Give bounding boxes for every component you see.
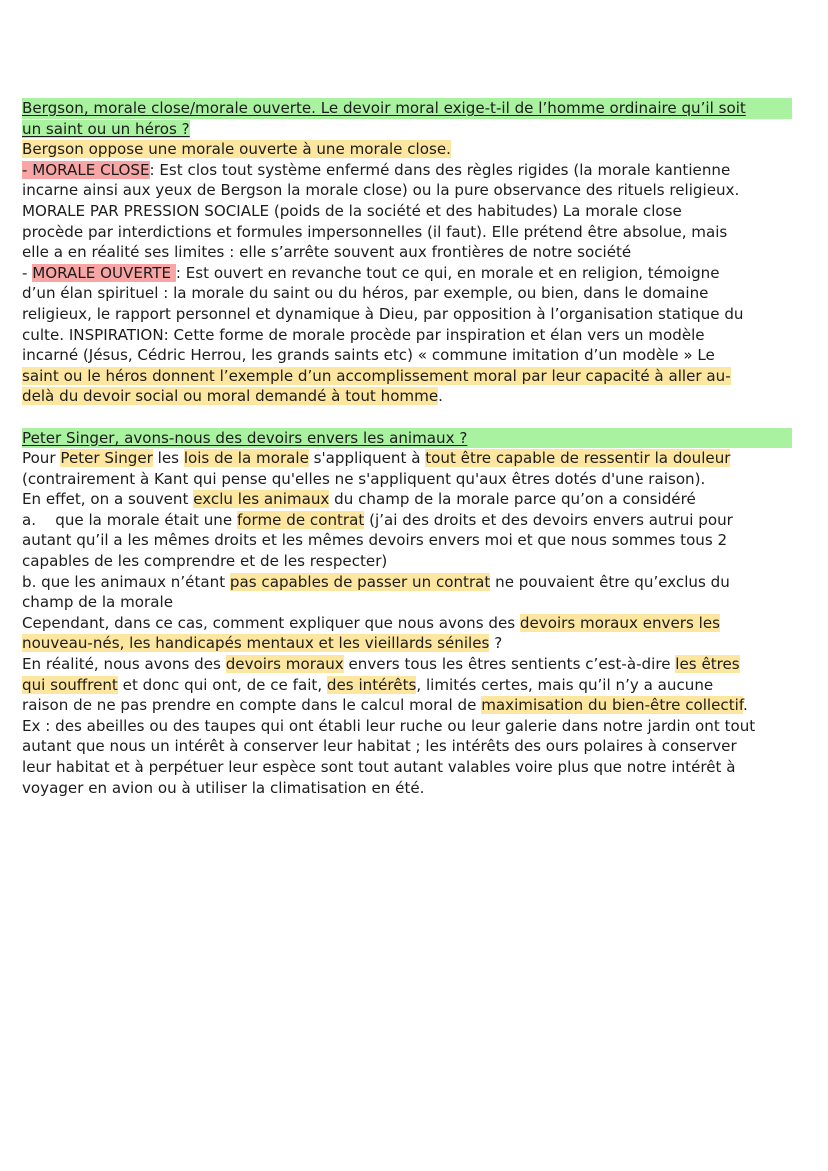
highlight: delà du devoir social ou moral demandé à tout homme xyxy=(22,387,439,406)
text: les xyxy=(152,449,184,468)
bergson-title-line-2 xyxy=(22,119,792,140)
text-line xyxy=(22,510,792,531)
section-gap xyxy=(22,407,792,428)
text: ne pouvaient être qu’exclus du xyxy=(490,572,730,591)
singer-title-line xyxy=(22,428,792,449)
highlight: saint ou le héros donnent l’exemple d’un accomplissement moral par leur capacité à aller au- xyxy=(22,366,731,385)
morale-close-label: - MORALE CLOSE xyxy=(22,160,150,179)
text-line: incarné (Jésus, Cédric Herrou, les grands saints etc) « commune imitation d’un modèle » Le xyxy=(22,346,715,365)
text-line xyxy=(22,448,792,469)
text: s'appliquent à xyxy=(308,449,426,468)
text: raison de ne pas prendre en compte dans le calcul moral de xyxy=(22,696,482,715)
text-line: Ex : des abeilles ou des taupes qui ont établi leur ruche ou leur galerie dans notre jardin ont tout xyxy=(22,716,756,735)
highlight: Bergson oppose une morale ouverte à une morale close. xyxy=(22,140,451,159)
text: (j’ai des droits et des devoirs envers autrui pour xyxy=(364,510,733,529)
highlight: maximisation du bien-être collectif xyxy=(481,696,744,715)
highlight: lois de la morale xyxy=(183,449,309,468)
text-line: (contrairement à Kant qui pense qu'elles ne s'appliquent qu'aux êtres dotés d'une raison). xyxy=(22,469,706,488)
text: . xyxy=(743,696,748,715)
text-line xyxy=(22,366,792,387)
text-line: elle a en réalité ses limites : elle s’arrête souvent aux frontières de notre société xyxy=(22,243,632,262)
bergson-title-line-1 xyxy=(22,98,792,119)
morale-ouverte-label: MORALE OUVERTE xyxy=(32,263,176,282)
text-line: voyager en avion ou à utiliser la climatisation en été. xyxy=(22,778,425,797)
highlight: nouveau-nés, les handicapés mentaux et les vieillards séniles xyxy=(22,634,490,653)
text-line xyxy=(22,160,792,181)
text-line: procède par interdictions et formules impersonnelles (il faut). Elle prétend être absolue, mais xyxy=(22,222,728,241)
text-line: culte. INSPIRATION: Cette forme de morale procède par inspiration et élan vers un modèle xyxy=(22,325,705,344)
text-line: incarne ainsi aux yeux de Bergson la morale close) ou la pure observance des rituels religieux. xyxy=(22,181,740,200)
text: Pour xyxy=(22,449,61,468)
text-line xyxy=(22,633,792,654)
highlight: pas capables de passer un contrat xyxy=(229,572,491,591)
bergson-title: Bergson, morale close/morale ouverte. Le devoir moral exige-t-il de l’homme ordinaire qu’il soit xyxy=(22,99,746,117)
highlight: qui souffrent xyxy=(22,675,118,694)
text-line: religieux, le rapport personnel et dynamique à Dieu, par opposition à l’organisation statique du xyxy=(22,304,744,323)
highlight: devoirs moraux envers les xyxy=(519,613,720,632)
singer-title: Peter Singer, avons-nous des devoirs envers les animaux ? xyxy=(22,428,468,447)
text-line: capables de les comprendre et de les respecter) xyxy=(22,552,388,571)
text-line xyxy=(22,695,792,716)
bergson-title-end: un saint ou un héros ? xyxy=(22,119,190,138)
highlight: exclu les animaux xyxy=(193,490,330,509)
text-line: MORALE PAR PRESSION SOCIALE (poids de la société et des habitudes) La morale close xyxy=(22,201,682,220)
text: : Est clos tout système enfermé dans des règles rigides (la morale kantienne xyxy=(149,160,731,179)
text: envers tous les êtres sentients c’est-à-dire xyxy=(343,655,676,674)
text: b. que les animaux n’étant xyxy=(22,572,230,591)
text: En effet, on a souvent xyxy=(22,490,194,509)
text-line xyxy=(22,263,792,284)
text-line xyxy=(22,654,792,675)
text-line xyxy=(22,572,792,593)
highlight: les êtres xyxy=(675,655,740,674)
highlight: tout être capable de ressentir la douleur xyxy=(425,449,731,468)
text-line xyxy=(22,489,792,510)
text: a. que la morale était une xyxy=(22,510,237,529)
text-line xyxy=(22,675,792,696)
text: - xyxy=(22,263,33,282)
highlight: forme de contrat xyxy=(236,510,365,529)
text: et donc qui ont, de ce fait, xyxy=(117,675,327,694)
highlight: devoirs moraux xyxy=(225,655,344,674)
text-line xyxy=(22,613,792,634)
document-page xyxy=(22,98,792,798)
highlight: Peter Singer xyxy=(60,449,153,468)
text: , limités certes, mais qu’il n’y a aucune xyxy=(416,675,714,694)
bergson-intro xyxy=(22,139,792,160)
text-line xyxy=(22,386,792,407)
text: Cependant, dans ce cas, comment expliquer que nous avons des xyxy=(22,613,520,632)
text: : Est ouvert en revanche tout ce qui, en morale et en religion, témoigne xyxy=(175,263,720,282)
text-line: leur habitat et à perpétuer leur espèce sont tout autant valables voire plus que notre intérêt à xyxy=(22,758,736,776)
text-line: autant que nous un intérêt à conserver leur habitat ; les intérêts des ours polaires à conserver xyxy=(22,737,737,756)
text-line: d’un élan spirituel : la morale du saint ou du héros, par exemple, ou bien, dans le domaine xyxy=(22,284,709,303)
highlight: des intérêts xyxy=(326,675,417,694)
text: . xyxy=(438,387,443,406)
text: ? xyxy=(489,634,503,653)
text: En réalité, nous avons des xyxy=(22,655,226,674)
text: du champ de la morale parce qu’on a considéré xyxy=(329,490,696,509)
text-line: autant qu’il a les mêmes droits et les mêmes devoirs envers moi et que nous sommes tous 2 xyxy=(22,531,728,550)
text-line: champ de la morale xyxy=(22,593,173,612)
